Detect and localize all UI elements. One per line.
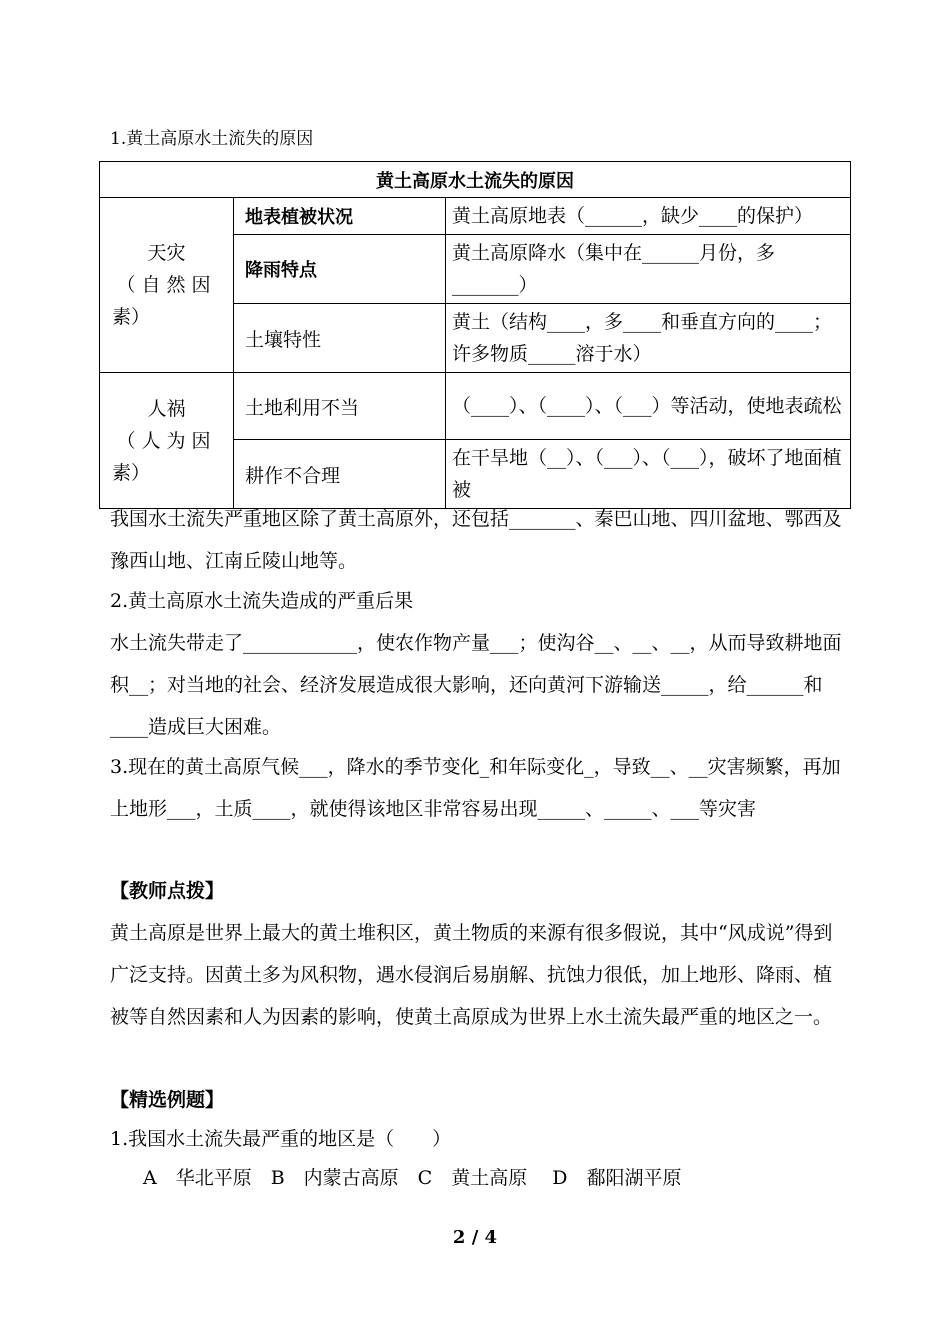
category-human (100, 373, 234, 509)
factor-rainfall: 降雨特点 (234, 235, 446, 304)
category-natural (100, 198, 234, 373)
cause-table (99, 161, 851, 509)
category-human-line2: （人为因 (116, 429, 217, 452)
page-number: 2 / 4 (452, 1227, 498, 1248)
desc-rainfall: 黄土高原降水（集中在______月份，多_______） (446, 235, 851, 304)
after-table-text: 我国水土流失严重地区除了黄土高原外，还包括_______、秦巴山地、四川盆地、鄂西及豫西山地、江南丘陵山地等。 (110, 508, 842, 572)
section3-text: 3.现在的黄土高原气候___，降水的季节变化_和年际变化_，导致__、__灾害频繁，再加上地形___，土质____，就使得该地区非常容易出现_____、_____、___等灾害 (110, 756, 841, 820)
desc-soil: 黄土（结构____，多____和垂直方向的____；许多物质_____溶于水） (446, 304, 851, 373)
factor-farming: 耕作不合理 (234, 440, 446, 509)
category-human-line1: 人祸 (147, 397, 186, 420)
question-1-options: A 华北平原 B 内蒙古高原 C 黄土高原 D 鄱阳湖平原 (143, 1167, 682, 1189)
table-title: 黄土高原水土流失的原因 (100, 162, 851, 198)
section2-title: 2.黄土高原水土流失造成的严重后果 (110, 590, 414, 612)
category-natural-line3: 素） (112, 306, 151, 328)
teacher-heading: 【教师点拨】 (110, 880, 225, 902)
desc-land-use: （____）、（____）、（___）等活动，使地表疏松 (446, 373, 851, 440)
factor-vegetation: 地表植被状况 (234, 198, 446, 235)
desc-farming: 在干旱地（__）、（___）、（___），破坏了地面植被 (446, 440, 851, 509)
factor-land-use: 土地利用不当 (234, 373, 446, 440)
section2-text: 水土流失带走了____________，使农作物产量___；使沟谷__、__、__，从而导致耕地面积__；对当地的社会、经济发展造成很大影响，还向黄河下游输送_____，给______和____造成巨大困难。 (110, 632, 842, 738)
section1-title: 1.黄土高原水土流失的原因 (110, 129, 314, 149)
category-human-line3: 素） (112, 461, 151, 484)
desc-vegetation: 黄土高原地表（______，缺少____的保护） (446, 198, 851, 235)
examples-heading: 【精选例题】 (110, 1089, 225, 1111)
category-natural-line2: （自然因 (116, 274, 217, 296)
category-natural-line1: 天灾 (147, 242, 186, 264)
teacher-text: 黄土高原是世界上最大的黄土堆积区，黄土物质的来源有很多假说，其中“风成说”得到广泛支持。因黄土多为风积物，遇水侵润后易崩解、抗蚀力很低，加上地形、降雨、植被等自然因素和人为因素的影响，使黄土高原成为世界上水土流失最严重的地区之一。 (110, 922, 833, 1028)
question-1: 1.我国水土流失最严重的地区是（ ） (110, 1128, 452, 1150)
factor-soil: 土壤特性 (234, 304, 446, 373)
